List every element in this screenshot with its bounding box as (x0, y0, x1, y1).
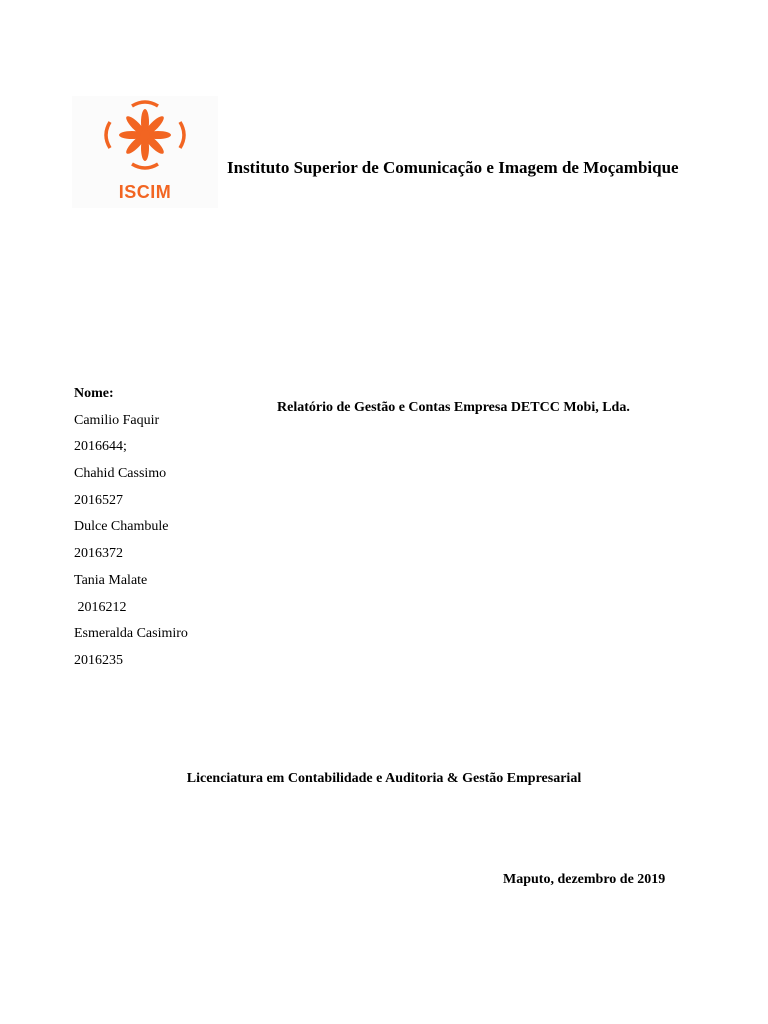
author-line: 2016527 (74, 492, 123, 508)
author-list (74, 383, 188, 677)
author-line: Dulce Chambule (74, 519, 169, 535)
institution-name: Instituto Superior de Comunicação e Imagem de Moçambique (227, 158, 679, 177)
author-line: 2016372 (74, 546, 123, 562)
iscim-flower-icon (104, 100, 186, 176)
report-title: Relatório de Gestão e Contas Empresa DETCC Mobi, Lda. (277, 400, 630, 415)
author-line: 2016644; (74, 439, 127, 455)
author-line: Tania Malate (74, 572, 148, 588)
author-line: Camilio Faquir (74, 412, 160, 428)
authors-label: Nome: (74, 386, 114, 401)
author-line: Chahid Cassimo (74, 466, 167, 482)
author-line: Esmeralda Casimiro (74, 626, 188, 642)
author-line: 2016212 (74, 599, 127, 615)
iscim-logo (72, 96, 218, 208)
author-line: 2016235 (74, 652, 123, 668)
place-date: Maputo, dezembro de 2019 (503, 872, 666, 887)
degree-title: Licenciatura em Contabilidade e Auditoria & Gestão Empresarial (186, 771, 582, 786)
logo-wordmark: ISCIM (118, 182, 172, 202)
